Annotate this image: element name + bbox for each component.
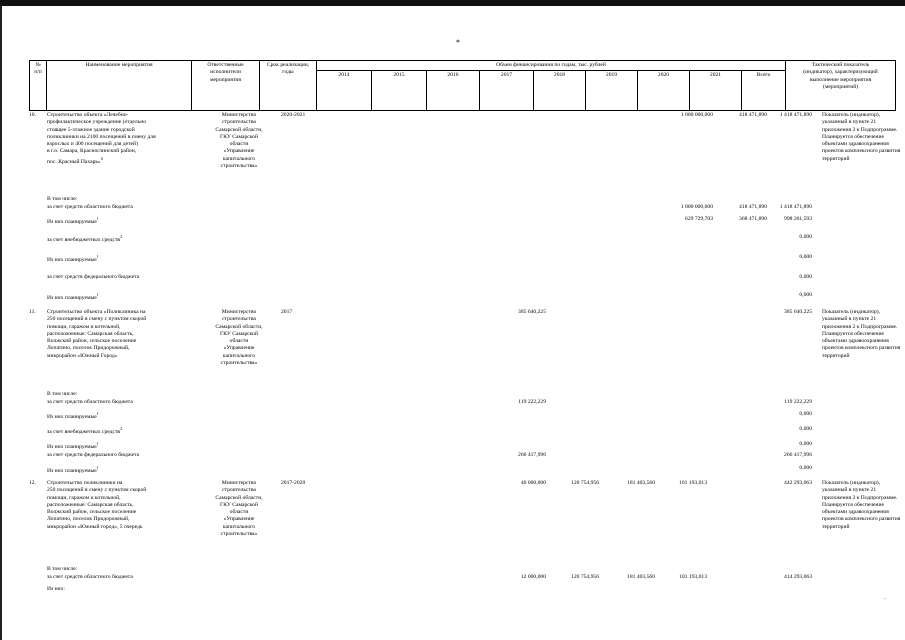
value-2021: 418 471,890: [739, 204, 767, 210]
value-2020: 1 000 000,000: [680, 112, 713, 118]
value-2020: 629 729,703: [685, 216, 713, 222]
value-total: 119 222,229: [784, 399, 812, 405]
value-2017: 385 640,225: [518, 309, 546, 315]
left-border-bar: [0, 6, 2, 640]
source-label: Из них планируемые$^1$: [47, 441, 99, 450]
measure-name: Строительство объекта «Лечебно- профилактическое учреждение (отдельно стоящее 5-этажное здание городской поликлиники на 2100 посещений в смену для взрослых и 400 посещений для детей) в г.о. Самара, Красноглинский район, пос. Красный Пахарь»$^6$: [47, 112, 156, 165]
value-2017: 12 000,000: [520, 574, 546, 580]
value-total: 414 293,063: [784, 574, 812, 580]
value-total: 442 293,063: [784, 480, 812, 486]
source-label: за счет средств федерального бюджета: [47, 452, 140, 458]
source-label: за счет средств областного бюджета: [47, 399, 133, 405]
year-header: 2017: [480, 71, 534, 111]
value-2020: 1 000 000,000: [680, 204, 713, 210]
value-total: 0,000: [799, 441, 812, 447]
value-total: 1 418 471,890: [779, 112, 812, 118]
col-period-header: Срок реализации, годы: [260, 61, 317, 111]
year-header: 2021: [690, 71, 742, 111]
measure-name: Строительство поликлиники на 250 посещений в смену с пунктом скорой помощи, гаражом и котельной, расположенные: Самарская область, Волжский район, сельское поселение Лопатино, поселок Придорожный, микрорайон «Южный город», 5 очередь: [47, 480, 147, 530]
total-header: Всего: [742, 71, 786, 111]
value-2021: 418 471,890: [739, 112, 767, 118]
value-total: 0,000: [799, 465, 812, 471]
value-2020: 101 193,013: [679, 574, 707, 580]
col-funding-header: Объем финансирования по годам, тыс. рублей: [317, 61, 786, 71]
implementation-period: 2017-2020: [281, 480, 306, 486]
year-header: 2020: [638, 71, 690, 111]
top-border-bar: [0, 0, 905, 6]
value-2021: 368 471,890: [739, 216, 767, 222]
value-total: 385 640,225: [784, 309, 812, 315]
col-resp-header: Ответственные исполнители мероприятия: [192, 61, 260, 111]
source-label: Из них планируемые$^1$: [47, 292, 99, 301]
including-label: В том числе:: [47, 566, 78, 572]
source-label: за счет средств федерального бюджета: [47, 274, 140, 280]
value-2019: 181 403,560: [627, 480, 655, 486]
year-header: 2019: [586, 71, 638, 111]
including-label: В том числе:: [47, 391, 78, 397]
value-total: 0,000: [799, 234, 812, 240]
value-2020: 101 193,013: [679, 480, 707, 486]
col-indicator-header: Тактический показатель (индикатор), характеризующий выполнение мероприятия (мероприятий): [786, 61, 896, 111]
source-label: за счет внебюджетных средств$^2$: [47, 426, 123, 435]
scan-speck: -: [884, 596, 886, 602]
indicator-text: Показатель (индикатор), указанный в пункте 21 приложения 2 к Подпрограмме. Планируется обеспечение объектами здравоохранения проектов комплексного развития территорий: [822, 309, 901, 359]
source-label: Из них планируемые$^1$: [47, 254, 99, 263]
year-header: 2016: [427, 71, 480, 111]
row-number: 10.: [29, 112, 36, 118]
source-label: Из них планируемые$^1$: [47, 411, 99, 420]
value-2019: 181 403,560: [627, 574, 655, 580]
source-label: Из них планируемые$^1$: [47, 465, 99, 474]
value-total: 0,000: [799, 274, 812, 280]
indicator-text: Показатель (индикатор), указанный в пункте 21 приложения 2 к Подпрограмме. Планируется обеспечение объектами здравоохранения проектов комплексного развития территорий: [822, 112, 901, 162]
source-label: за счет внебюджетных средств$^2$: [47, 234, 123, 243]
col-name-header: Наименование мероприятия: [47, 61, 192, 111]
value-2018: 120 754,956: [571, 480, 599, 486]
source-label: за счет средств областного бюджета: [47, 204, 133, 210]
implementation-period: 2020-2021: [281, 112, 306, 118]
row-number: 12.: [29, 480, 36, 486]
page-mark: *: [456, 38, 460, 47]
value-total: 0,000: [799, 426, 812, 432]
responsible-executors: Министерство строительства Самарской области, ГКУ Самарской области «Управление капитального строительства»: [215, 112, 263, 169]
indicator-text: Показатель (индикатор), указанный в пункте 21 приложения 2 к Подпрограмме. Планируется обеспечение объектами здравоохранения проектов комплексного развития территорий: [822, 480, 901, 530]
value-2018: 120 754,956: [571, 574, 599, 580]
row-number: 11.: [29, 309, 36, 315]
value-total: 998 201,593: [784, 216, 812, 222]
including-label: Из них:: [47, 586, 65, 592]
year-header: 2018: [534, 71, 586, 111]
value-total: 266 417,996: [784, 452, 812, 458]
value-total: 0,000: [799, 411, 812, 417]
source-label: Из них планируемые$^1$: [47, 216, 99, 225]
including-label: В том числе:: [47, 196, 78, 202]
responsible-executors: Министерство строительства Самарской области, ГКУ Самарской области «Управление капитального строительства»: [215, 480, 263, 537]
implementation-period: 2017: [281, 309, 293, 315]
year-header: 2015: [372, 71, 427, 111]
value-2017: 266 417,996: [518, 452, 546, 458]
source-label: за счет средств областного бюджета: [47, 574, 133, 580]
responsible-executors: Министерство строительства Самарской области, ГКУ Самарской области «Управление капитального строительства»: [215, 309, 263, 366]
header-table: [29, 60, 896, 111]
value-total: 0,000: [799, 292, 812, 298]
year-header: 2014: [317, 71, 372, 111]
measure-name: Строительство объекта «Поликлиника на 250 посещений в смену с пунктом скорой помощи, гаражом и котельной, расположенные: Самарская область, Волжский район, сельское поселение Лопатино, поселок Придорожный, микрорайон «Южный Город»: [47, 309, 147, 359]
col-num-header: № п/п: [30, 61, 47, 111]
value-total: 0,000: [799, 254, 812, 260]
value-2017: 40 000,000: [520, 480, 546, 486]
value-2017: 119 222,229: [518, 399, 546, 405]
value-total: 1 418 471,890: [779, 204, 812, 210]
